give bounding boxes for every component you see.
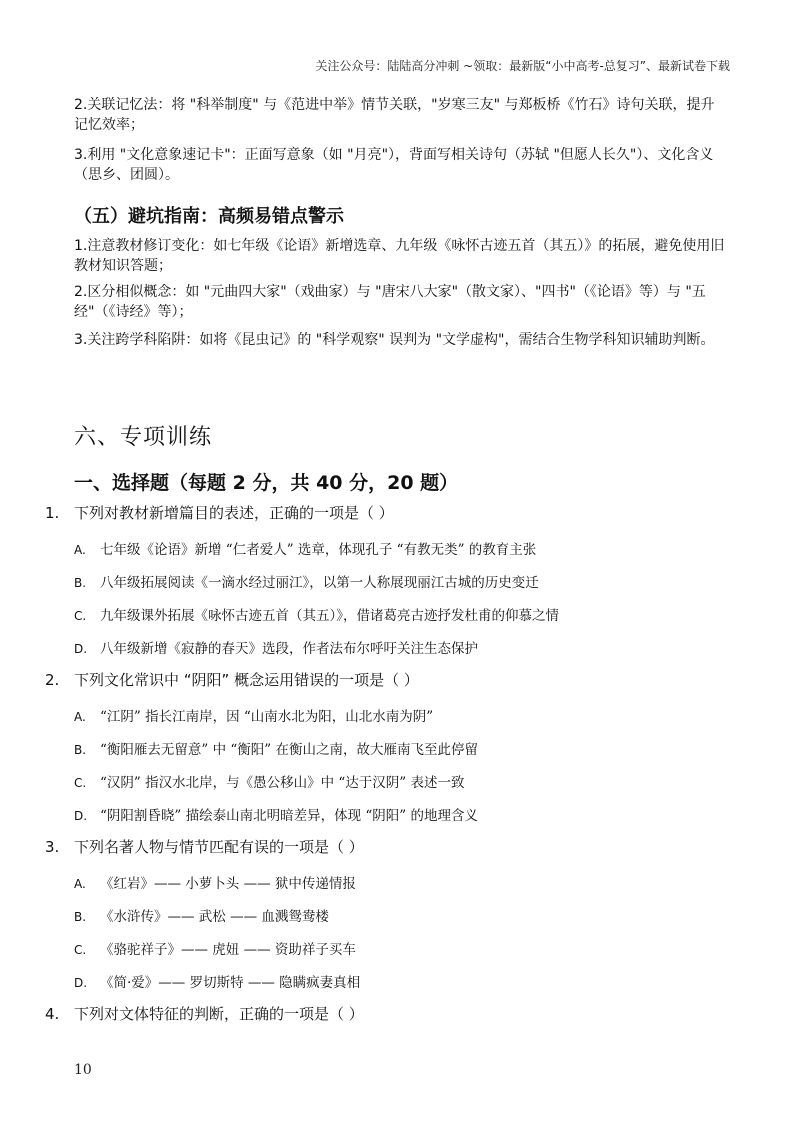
- option-text: “衡阳雁去无留意” 中 “衡阳” 在衡山之南，故大雁南飞至此停留: [100, 742, 478, 758]
- section5-title: （五）避坑指南：高频易错点警示: [74, 206, 344, 227]
- option-text: 《骆驼祥子》—— 虎妞 —— 资助祥子买车: [100, 942, 356, 958]
- option-label: D.: [74, 976, 88, 990]
- question-4: [45, 1003, 364, 1024]
- option-label: D.: [74, 809, 88, 823]
- question-1: [45, 502, 394, 523]
- section6-subtitle: 一、选择题（每题 2 分，共 40 分，20 题）: [74, 472, 459, 494]
- q2-option-a[interactable]: [74, 705, 433, 725]
- question-2: [45, 669, 419, 690]
- q1-option-a[interactable]: [74, 538, 536, 558]
- pitfall-item-2: 2.区分相似概念：如 "元曲四大家"（戏曲家）与 "唐宋八大家"（散文家）、"四书"（《论语》等）与 "五经"（《诗经》等）；: [74, 284, 706, 320]
- memory-tip-3: 3.利用 "文化意象速记卡"：正面写意象（如 "月亮"），背面写相关诗句（苏轼 "但愿人长久"）、文化含义（思乡、团圆）。: [74, 147, 714, 183]
- question-text: 下列对文体特征的判断，正确的一项是（ ）: [74, 1005, 364, 1023]
- option-text: 八年级新增《寂静的春天》选段，作者法布尔呼吁关注生态保护: [100, 641, 478, 657]
- option-text: 《水浒传》—— 武松 —— 血溅鸳鸯楼: [100, 909, 329, 925]
- option-text: 七年级《论语》新增 “仁者爱人” 选章，体现孔子 “有教无类” 的教育主张: [100, 542, 537, 558]
- option-label: C.: [74, 943, 87, 957]
- pitfall-item-1: 1.注意教材修订变化：如七年级《论语》新增选章、九年级《咏怀古迹五首（其五）》的拓展，避免使用旧教材知识答题；: [74, 238, 725, 274]
- q3-option-c[interactable]: [74, 938, 356, 958]
- option-label: A.: [74, 710, 86, 724]
- question-text: 下列对教材新增篇目的表述，正确的一项是（ ）: [74, 504, 394, 522]
- q3-option-a[interactable]: [74, 872, 356, 892]
- q3-option-b[interactable]: [74, 905, 329, 925]
- header-note: 关注公众号：陆陆高分冲刺 ~领取：最新版“小中高考-总复习”、最新试卷下载: [315, 59, 730, 73]
- option-text: 九年级课外拓展《咏怀古迹五首（其五）》，借诸葛亮古迹抒发杜甫的仰慕之情: [100, 608, 559, 624]
- q2-option-d[interactable]: [74, 804, 478, 824]
- question-3: [45, 836, 364, 857]
- option-text: “阴阳割昏晓” 描绘泰山南北明暗差异，体现 “阴阳” 的地理含义: [100, 808, 478, 824]
- option-label: A.: [74, 877, 86, 891]
- question-number: 4.: [45, 1005, 60, 1023]
- page-number: 10: [74, 1062, 92, 1078]
- pitfall-item-3: 3.关注跨学科陷阱：如将《昆虫记》的 "科学观察" 误判为 "文学虚构"，需结合生物学科知识辅助判断。: [74, 332, 715, 348]
- option-text: 《红岩》—— 小萝卜头 —— 狱中传递情报: [100, 876, 356, 892]
- question-number: 2.: [45, 671, 60, 689]
- question-text: 下列文化常识中 “阴阳” 概念运用错误的一项是（ ）: [74, 671, 419, 689]
- option-label: B.: [74, 743, 87, 757]
- q1-option-c[interactable]: [74, 604, 559, 624]
- q3-option-d[interactable]: [74, 971, 360, 991]
- option-text: “江阴” 指长江南岸，因 “山南水北为阳，山北水南为阴”: [100, 709, 434, 725]
- q2-option-c[interactable]: [74, 771, 464, 791]
- option-label: D.: [74, 642, 88, 656]
- option-text: 八年级拓展阅读《一滴水经过丽江》，以第一人称展现丽江古城的历史变迁: [100, 575, 539, 591]
- q2-option-b[interactable]: [74, 738, 478, 758]
- option-text: “汉阴” 指汉水北岸，与《愚公移山》中 “达于汉阴” 表述一致: [100, 775, 465, 791]
- q1-option-d[interactable]: [74, 637, 478, 657]
- option-label: C.: [74, 609, 87, 623]
- q1-option-b[interactable]: [74, 571, 539, 591]
- question-text: 下列名著人物与情节匹配有误的一项是（ ）: [74, 838, 364, 856]
- option-label: B.: [74, 576, 87, 590]
- option-label: A.: [74, 543, 86, 557]
- memory-tip-2: 2.关联记忆法：将 "科举制度" 与《范进中举》情节关联，"岁寒三友" 与郑板桥《竹石》诗句关联，提升记忆效率；: [74, 97, 715, 133]
- option-label: B.: [74, 910, 87, 924]
- question-number: 3.: [45, 838, 60, 856]
- section6-title: 六、专项训练: [74, 425, 213, 450]
- option-label: C.: [74, 776, 87, 790]
- option-text: 《简·爱》—— 罗切斯特 —— 隐瞒疯妻真相: [100, 975, 361, 991]
- question-number: 1.: [45, 504, 60, 522]
